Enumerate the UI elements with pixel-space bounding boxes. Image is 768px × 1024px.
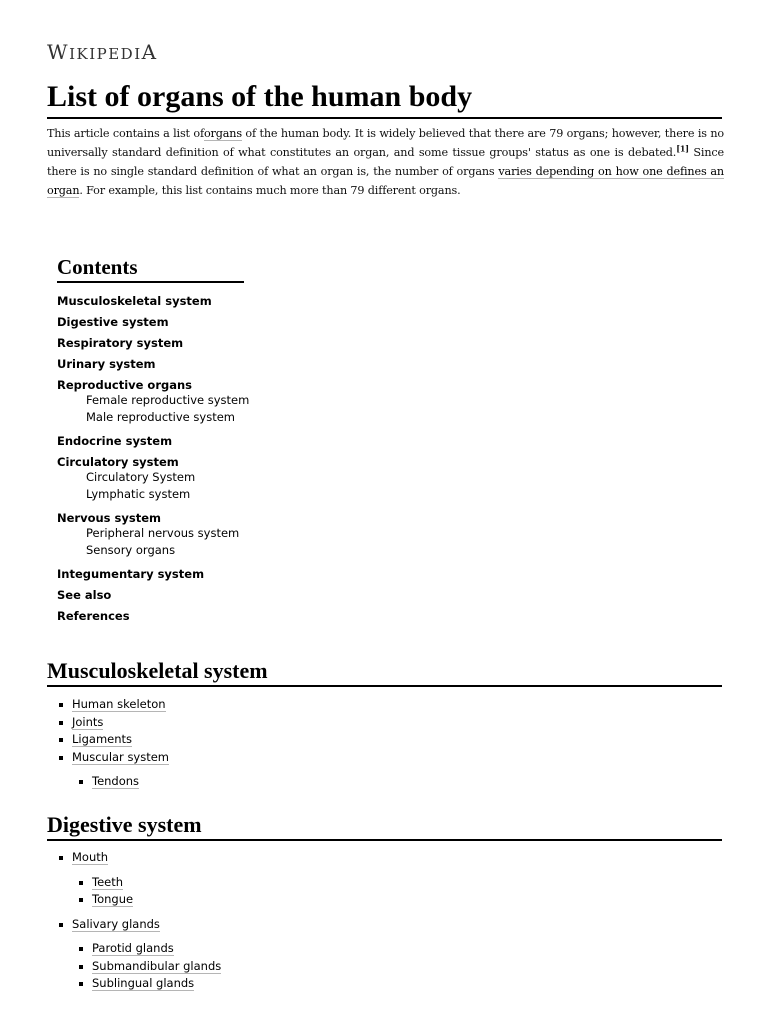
link-muscular-system[interactable]: Muscular system — [72, 749, 170, 764]
intro-paragraph: This article contains a list oforgans of the human body. It is widely believed that there are 79 organs; however, there is no universally standard definition of what constitutes an organ, and some tissue groups' status as one is debated.[1] Since there is no single standard definition of what an organ is, the number of organs varies depending on how one defines an organ. For example, this list contains much more than 79 different organs. — [47, 127, 724, 197]
link-human-skeleton[interactable]: Human skeleton — [72, 697, 166, 711]
list-item — [78, 940, 658, 958]
section-heading-musculoskeletal: Musculoskeletal system — [47, 657, 722, 687]
page-title: List of organs of the human body — [47, 78, 722, 119]
toc-item-see-also[interactable]: See also — [57, 588, 112, 602]
section-heading-digestive: Digestive system — [47, 811, 722, 841]
toc-item-respiratory[interactable]: Respiratory system — [57, 336, 184, 350]
link-tendons[interactable]: Tendons — [92, 774, 140, 788]
list-item — [78, 958, 658, 976]
list-item — [58, 714, 658, 732]
toc-subitem-lymphatic[interactable]: Lymphatic system — [86, 487, 191, 501]
toc-item-endocrine[interactable]: Endocrine system — [57, 434, 173, 448]
list-item — [78, 874, 658, 892]
wikipedia-logo[interactable]: WIKIPEDIA — [47, 40, 158, 64]
link-tongue[interactable]: Tongue — [92, 892, 134, 906]
toc-subitem-female-reproductive[interactable]: Female reproductive system — [86, 393, 250, 407]
list-item — [78, 891, 658, 909]
musculoskeletal-list — [58, 696, 658, 798]
table-of-contents — [57, 254, 317, 627]
toc-subgroup-circulatory — [57, 469, 317, 503]
link-organs[interactable]: organs — [203, 127, 242, 140]
toc-item-musculoskeletal[interactable]: Musculoskeletal system — [57, 294, 212, 308]
toc-subgroup-reproductive — [57, 392, 317, 426]
toc-item-references[interactable]: References — [57, 609, 130, 623]
list-item — [58, 749, 658, 767]
toc-subgroup-nervous — [57, 525, 317, 559]
toc-item-digestive[interactable]: Digestive system — [57, 315, 169, 329]
list-item — [58, 916, 658, 934]
list-item — [78, 975, 658, 993]
toc-list — [57, 291, 317, 627]
toc-subitem-peripheral-nervous[interactable]: Peripheral nervous system — [86, 526, 240, 540]
muscular-sublist — [58, 773, 658, 791]
digestive-list — [58, 849, 658, 1000]
link-submandibular-glands[interactable]: Submandibular glands — [92, 958, 222, 973]
link-teeth[interactable]: Teeth — [92, 874, 124, 889]
link-parotid-glands[interactable]: Parotid glands — [92, 941, 174, 955]
link-salivary-glands[interactable]: Salivary glands — [72, 916, 160, 931]
list-item — [78, 773, 658, 791]
reference-1[interactable]: [1] — [676, 143, 689, 154]
toc-heading: Contents — [57, 254, 244, 283]
toc-item-integumentary[interactable]: Integumentary system — [57, 567, 205, 581]
mouth-sublist — [58, 874, 658, 909]
list-item — [58, 731, 658, 749]
toc-item-urinary[interactable]: Urinary system — [57, 357, 156, 371]
toc-item-nervous[interactable]: Nervous system — [57, 511, 161, 525]
list-item — [58, 849, 658, 867]
list-item — [58, 696, 658, 714]
salivary-sublist — [58, 940, 658, 993]
link-ligaments[interactable]: Ligaments — [72, 732, 133, 746]
toc-subitem-sensory-organs[interactable]: Sensory organs — [86, 543, 176, 557]
link-sublingual-glands[interactable]: Sublingual glands — [92, 976, 195, 990]
toc-item-circulatory[interactable]: Circulatory system — [57, 455, 179, 469]
toc-subitem-circulatory-system[interactable]: Circulatory System — [86, 470, 196, 484]
toc-item-reproductive[interactable]: Reproductive organs — [57, 378, 193, 392]
link-mouth[interactable]: Mouth — [72, 850, 109, 864]
link-joints[interactable]: Joints — [72, 714, 104, 729]
toc-subitem-male-reproductive[interactable]: Male reproductive system — [86, 410, 235, 424]
link-organ-definition[interactable]: varies depending on how one defines an organ — [47, 165, 724, 197]
